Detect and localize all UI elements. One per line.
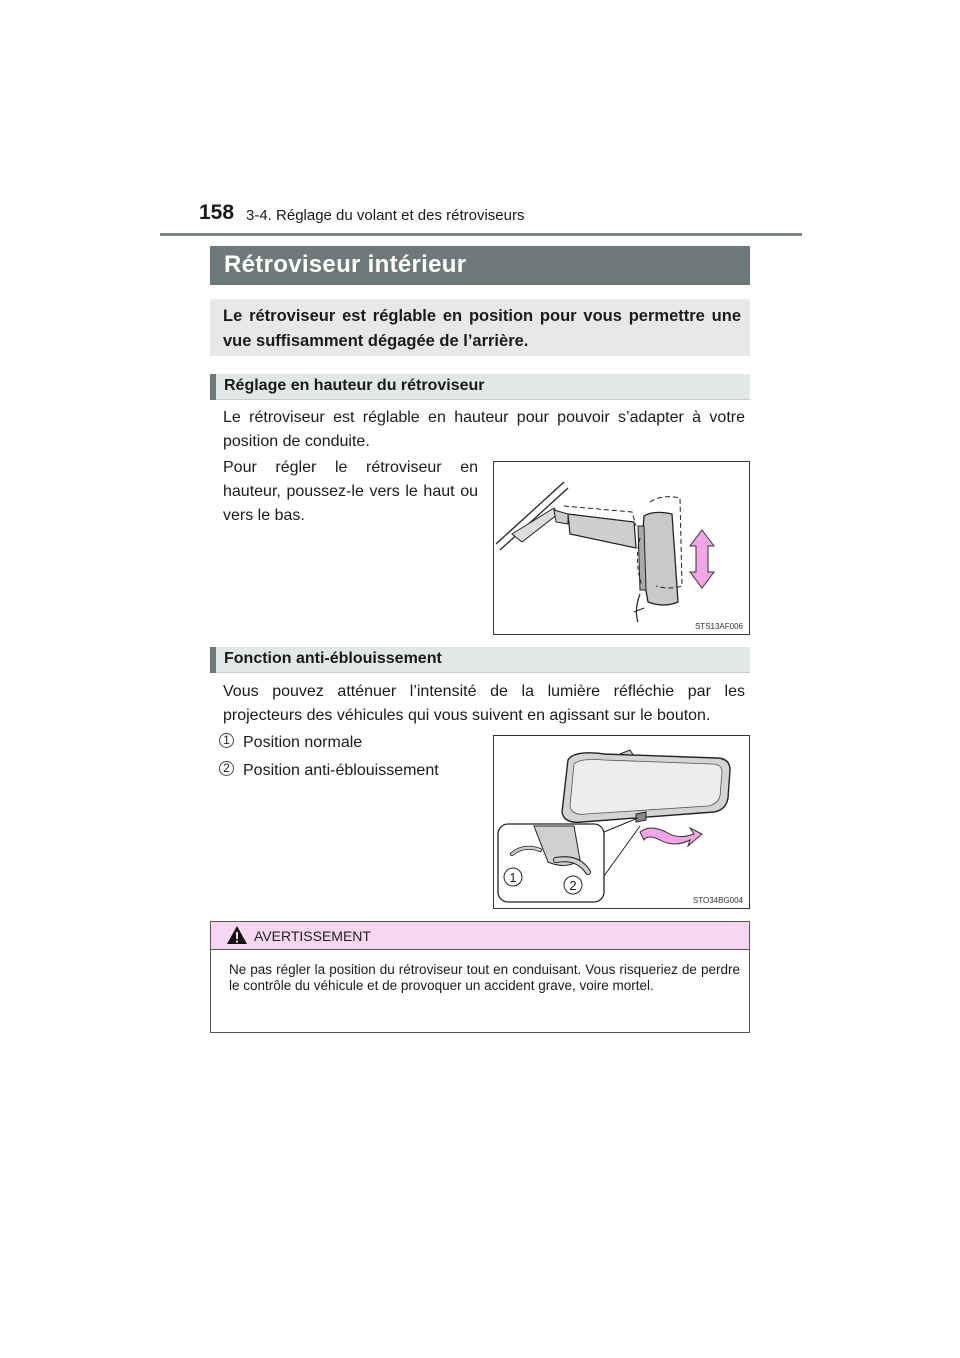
callout-1: 1 (509, 870, 517, 885)
up-down-arrow-icon (690, 530, 714, 588)
running-header: 3-4. Réglage du volant et des rétroviseurs (246, 207, 525, 224)
mirror-height-illustration (494, 462, 749, 634)
intro-text: Le rétroviseur est réglable en position pour vous permettre une vue suffisamment dégagée de l’arrière. (223, 307, 741, 350)
warning-text: Ne pas régler la position du rétroviseur tout en conduisant. Vous risqueriez de perdre le contrôle du véhicule et de provoquer un accident grave, voire mortel. (229, 962, 740, 993)
warning-label: AVERTISSEMENT (254, 928, 371, 944)
section-title-height: Réglage en hauteur du rétroviseur (224, 377, 485, 394)
antiglare-figure (493, 735, 750, 909)
item-label: Position normale (243, 734, 363, 751)
section-accent (210, 647, 216, 673)
figure-code: STS13AF006 (694, 622, 743, 631)
mirror-height-figure (493, 461, 750, 635)
callout-number: 1 (219, 733, 234, 748)
page-title: Rétroviseur intérieur (224, 251, 467, 278)
item-label: Position anti-éblouissement (243, 762, 439, 779)
callout-2: 2 (569, 878, 577, 893)
section-accent (210, 374, 216, 400)
callout-number: 2 (219, 761, 234, 776)
height-adjust-text: Le rétroviseur est réglable en hauteur pour pouvoir s’adapter à votre position de conduite. (223, 409, 745, 450)
warning-triangle-icon (226, 925, 248, 945)
mirror-antiglare-illustration (494, 736, 749, 908)
section-title-antiglare: Fonction anti-éblouissement (224, 650, 442, 667)
figure-code: STO34BG004 (692, 896, 743, 905)
height-adjust-instruction: Pour régler le rétroviseur en hauteur, poussez-le vers le haut ou vers le bas. (223, 459, 478, 524)
header-rule (160, 233, 802, 236)
antiglare-text: Vous pouvez atténuer l’intensité de la lumière réfléchie par les projecteurs des véhicules qui vous suivent en agissant sur le bouton. (223, 683, 745, 724)
page-number: 158 (199, 201, 235, 224)
